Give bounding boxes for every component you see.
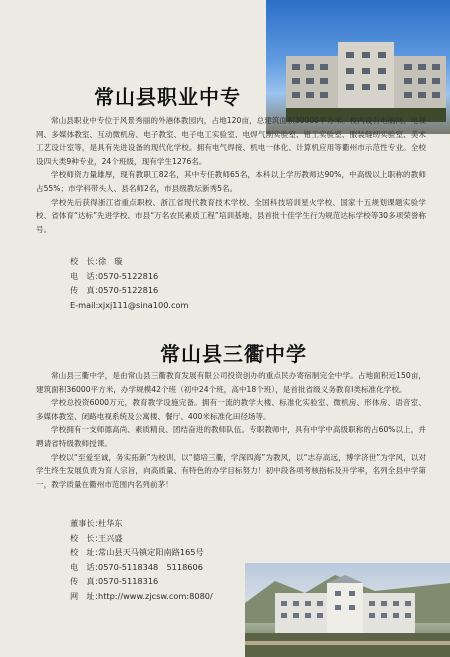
contact-value: 杜华东	[98, 518, 123, 528]
sanqu-school-contacts	[70, 516, 213, 604]
sanqu-school-title: 常山县三衢中学	[160, 342, 307, 366]
contact-row	[70, 254, 189, 269]
contact-value: 0570-5118316	[98, 576, 159, 587]
contact-label: 董事长：	[70, 518, 103, 528]
vocational-school-title: 常山县职业中专	[94, 85, 241, 109]
contact-value: 0570-5118348 5118606	[98, 561, 203, 572]
paragraph: 学校先后获得浙江省重点职校、浙江省现代教育技术学校、全国科技培训星火学校、国家十五规划课题实验学校、省体育“达标”先进学校、市县“万名农民素质工程”培训基地、县首批十佳学生行为规范达标学校等30多项荣誉称号。	[36, 197, 426, 234]
contact-value: 常山县天马镇定阳南路165号	[98, 547, 204, 558]
building-illustration	[286, 42, 446, 122]
contact-label: 网 址：	[70, 590, 103, 601]
contact-value: 0570-5122816	[98, 270, 159, 281]
contact-label: 校 长：	[70, 256, 103, 266]
campus-illustration	[245, 563, 450, 657]
paragraph: 学校以“至爱至诚，务实拓新”为校训，以“德培三衢，学深四海”为教风，以“志存高远，博学济世”为学风，以对学生终生发展负责为育人宗旨，向高质量、有特色的办学目标努力！初中段各项考核指标及升学率，名列全县中学第一，教学质量在衢州市范围内名列前茅！	[36, 452, 426, 489]
paragraph: 学校师资力量雄厚，现有教职工82名，其中专任教师65名，本科以上学历教师达90%，中高级以上职称的教师占55%；市学科带头人、县名师2名，市县级教坛新秀5名。	[36, 170, 426, 193]
contact-value: 徐 璇	[98, 256, 123, 266]
contact-row	[70, 298, 189, 313]
vocational-school-contacts	[70, 254, 189, 312]
contact-row	[70, 545, 213, 560]
sanqu-school-description	[36, 369, 426, 491]
contact-row	[70, 283, 189, 298]
contact-value: 0570-5122816	[98, 285, 159, 296]
contact-label: 电 话：	[70, 561, 103, 572]
contact-label: 传 真：	[70, 285, 103, 296]
paragraph: 学校拥有一支师德高尚、素质精良、团结奋进的教师队伍。专职教师中，具有中学中高级职称的占60%以上，并聘请省特级教师授课。	[36, 425, 426, 448]
paragraph: 常山县职业中专位于风景秀丽的外港体教园内，占地120亩，总建筑面积30000平方米。校内设有电脑网、电视网、多媒体教室、互动微机房、电子教室、电子电工实验室、电焊气割实验室、钳工实验室、服装缝纫实验室、美术工艺设计室等，是具有先进设备的现代化学校。拥有电气焊接、机电一体化、计算机应用等衢州市示范性专业。全校设四大类9种专业，24个班级，现有学生1276名。	[36, 116, 426, 166]
contact-row	[70, 269, 189, 284]
contact-row	[70, 531, 213, 546]
paragraph: 常山县三衢中学，是由常山县三衢教育发展有限公司投资创办的重点民办寄宿制完全中学。占地面积近150亩，建筑面积36000平方米，办学规模42个班（初中24个班，高中18个班），是首批省级义务教育Ⅰ类标准化学校。	[36, 371, 426, 394]
email-link[interactable]: xjxj111@sina100.com	[98, 299, 189, 310]
contact-row	[70, 560, 213, 575]
contact-row	[70, 516, 213, 531]
contact-label: 校 长：	[70, 532, 103, 543]
contact-row	[70, 589, 213, 604]
vocational-school-description	[36, 114, 426, 236]
sanqu-school-photo	[245, 563, 450, 657]
contact-row	[70, 574, 213, 589]
website-link[interactable]: http://www.zjcsw.com:8080/	[98, 590, 213, 601]
contact-label: 电 话：	[70, 270, 103, 281]
contact-label: 校 址：	[70, 547, 103, 558]
contact-value: 王兴盛	[98, 532, 123, 543]
contact-label: E-mail:	[70, 299, 99, 310]
contact-label: 传 真：	[70, 576, 103, 587]
paragraph: 学校总投资6000万元，教育教学设施完备。拥有一流的教学大楼、标准化实验室、微机房、形体房、语音室、多媒体教室、闭路电视系统及公寓楼、餐厅、400米标准化田径场等。	[36, 398, 426, 421]
